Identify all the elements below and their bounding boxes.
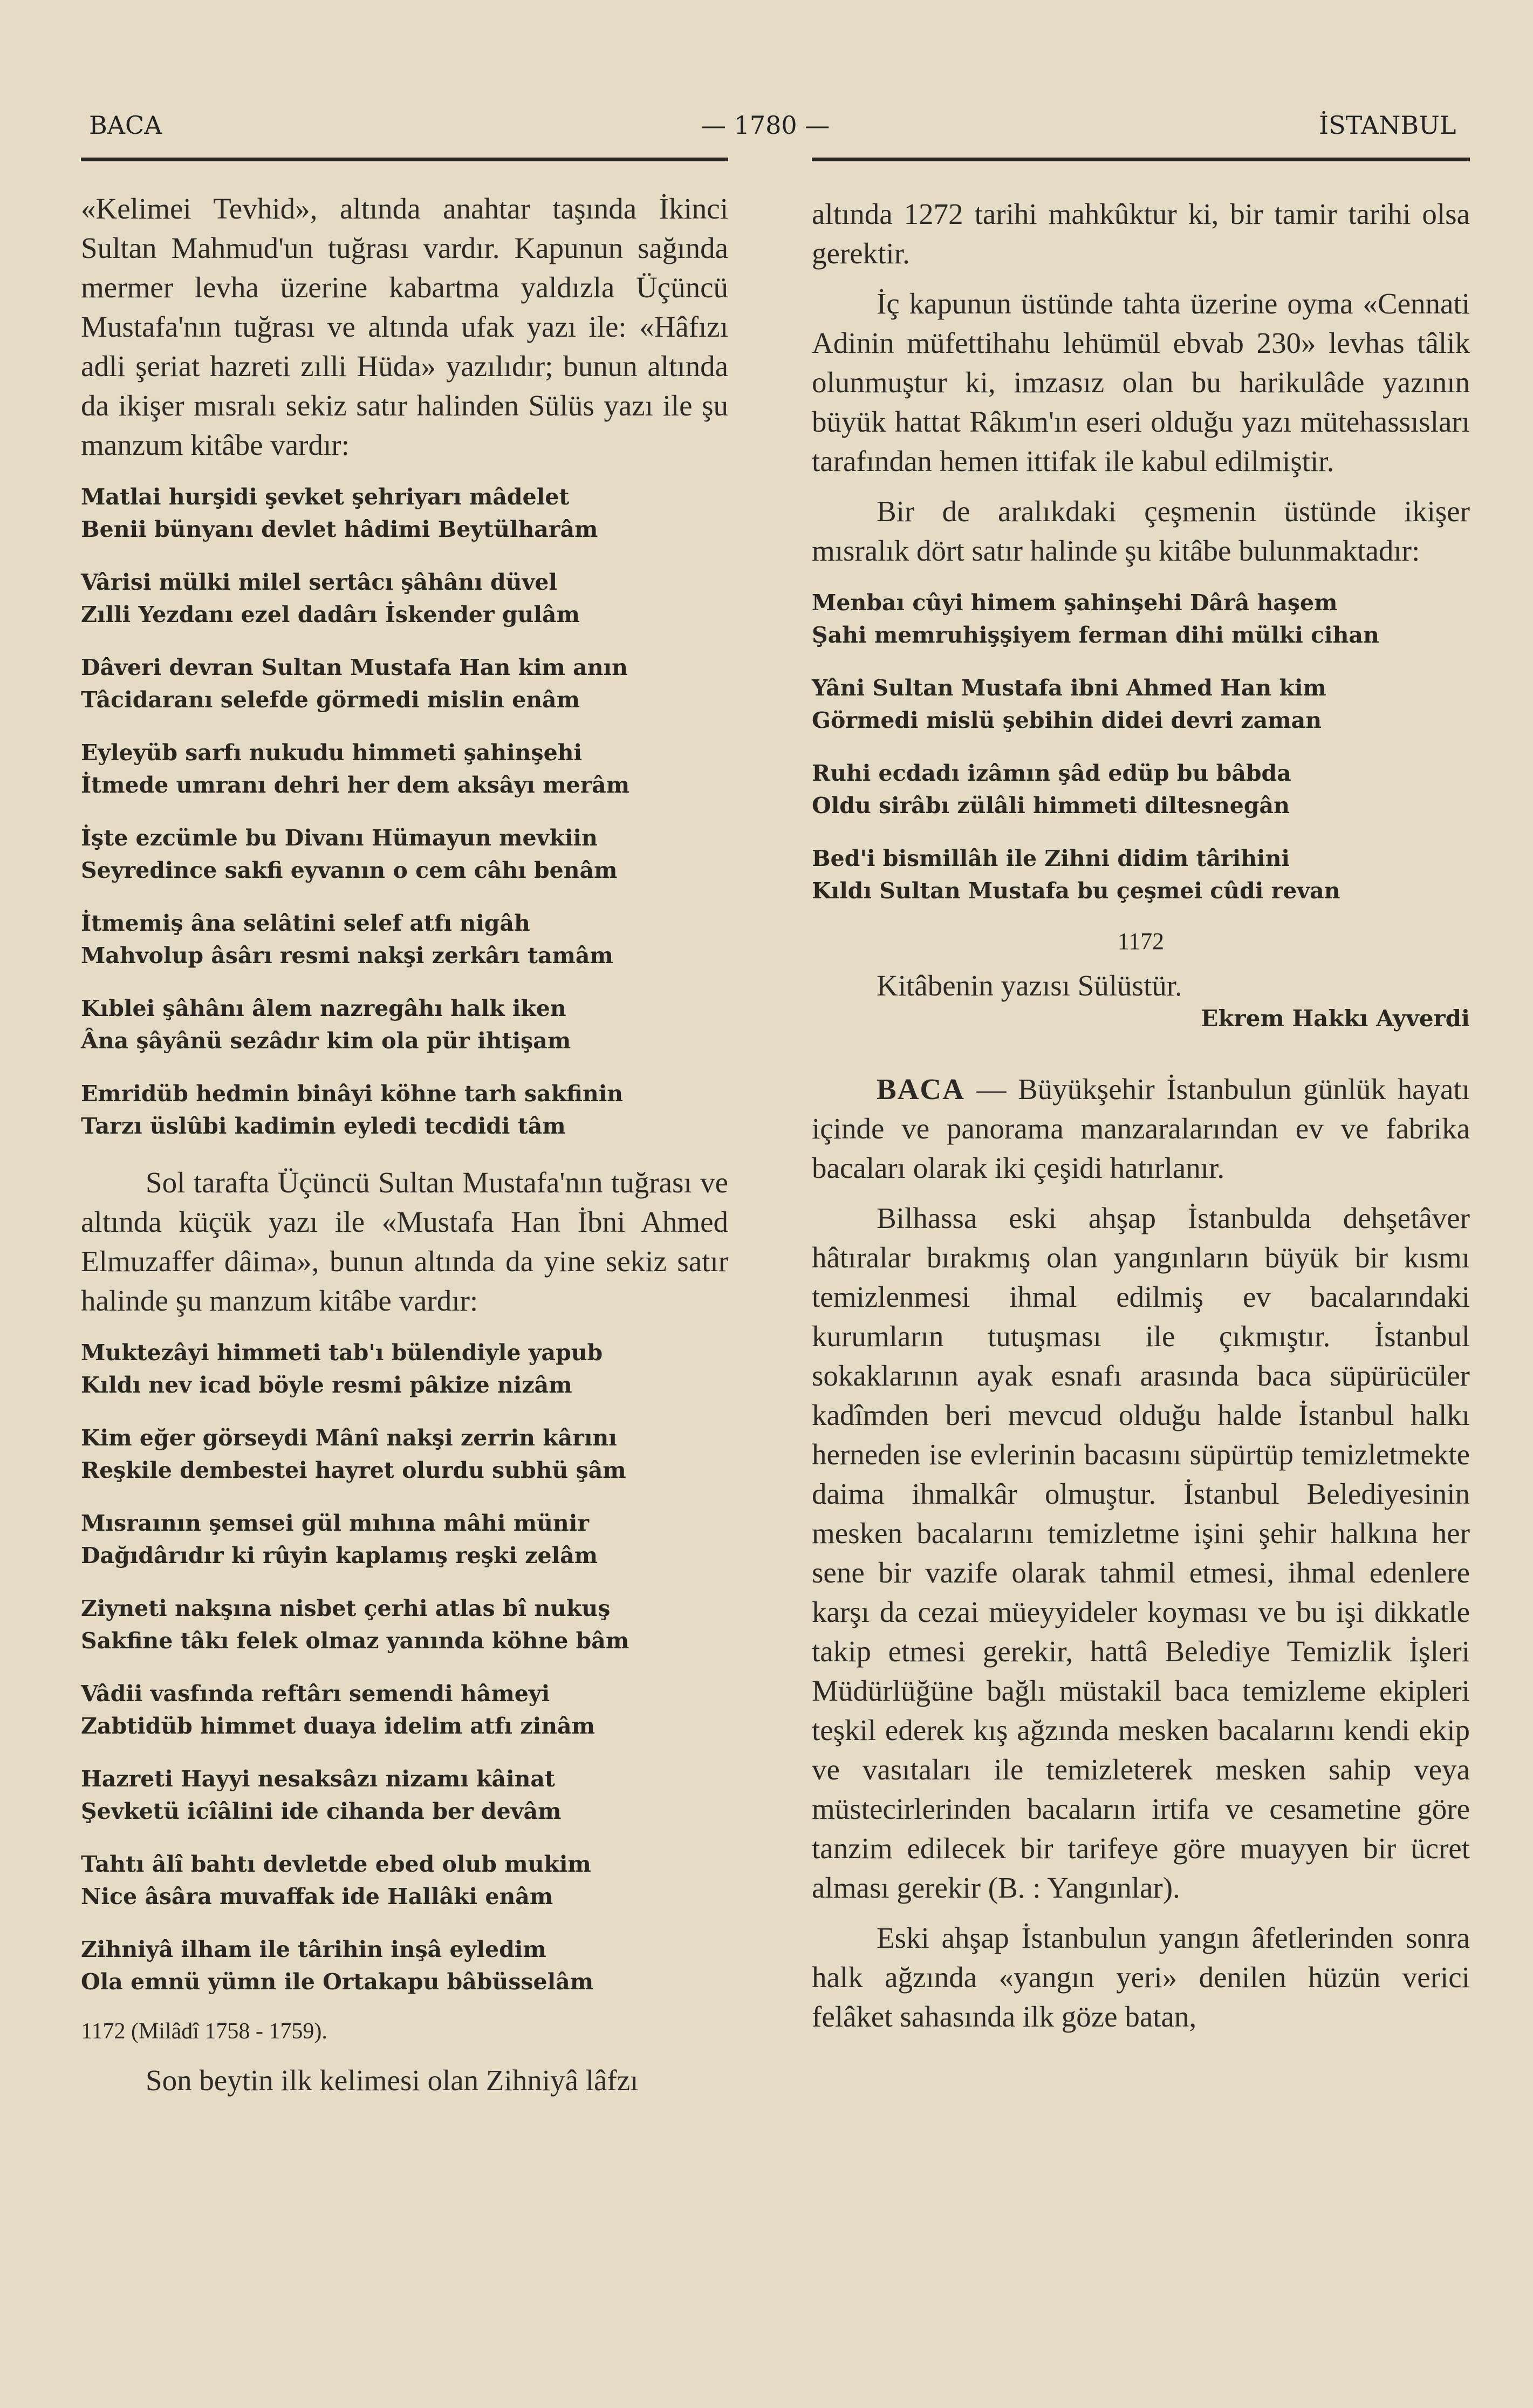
verse-couplet (81, 822, 728, 886)
verse-line: Ola emnü yümn ile Ortakapu bâbüsselâm (81, 1969, 594, 1995)
verse-line: Zihniyâ ilham ile târihin inşâ eyledim (81, 1936, 546, 1962)
verse-line: Ruhi ecdadı izâmın şâd edüp bu bâbda (812, 760, 1291, 786)
fountain-inscription-poem (812, 586, 1470, 907)
verse-couplet (81, 1848, 728, 1913)
middle-paragraph: Sol tarafta Üçüncü Sultan Mustafa'nın tuğrası ve altında küçük yazı ile «Mustafa Han İbni Ahmed Elmuzaffer dâima», bunun altında da yine sekiz satır halinde şu manzum kitâbe vardır: (81, 1166, 728, 1317)
right-column (812, 178, 1470, 2036)
header-section-title: İSTANBUL (1319, 111, 1456, 140)
verse-line: Görmedi mislü şebihin didei devri zaman (812, 707, 1322, 733)
paragraph-fountain: Bir de aralıkdaki çeşmenin üstünde ikişer mısralık dört satır halinde şu kitâbe bulunmaktadır: (812, 495, 1470, 567)
verse-line: Vâdii vasfında reftârı semendi hâmeyi (81, 1681, 550, 1707)
verse-line: Ziyneti nakşına nisbet çerhi atlas bî nukuş (81, 1595, 611, 1621)
verse-line: Âna şâyânü sezâdır kim ola pür ihtişam (81, 1028, 571, 1054)
verse-couplet (812, 586, 1470, 651)
verse-couplet (81, 1763, 728, 1827)
verse-line: Mısraının şemsei gül mıhına mâhi münir (81, 1510, 589, 1536)
verse-line: Dağıdârıdır ki rûyin kaplamış reşki zelâm (81, 1543, 598, 1568)
intro-paragraph: «Kelimei Tevhid», altında anahtar taşında İkinci Sultan Mahmud'un tuğrası vardır. Kapunun sağında mermer levha üzerine kabartma yaldızla Üçüncü Mustafa'nın tuğrası ve altında ufak yazı ile: «Hâfızı adli şeriat hazreti zılli Hüda» yazılıdır; bunun altında da ikişer mısralı sekiz satır halinden Sülüs yazı ile şu manzum kitâbe vardır: (81, 192, 728, 461)
paragraph-chimney-fires: Bilhassa eski ahşap İstanbulda dehşetâver hâtıralar bırakmış olan yangınların büyük bir kısmı temizlenmesi ihmal edilmiş ev bacalarındaki kurumların tutuşması ile çıkmıştır. İstanbul sokaklarının ayak esnafı arasında baca süpürücüler kadîmden beri mevcud olduğu halde İstanbul halkı herneden ise evlerinin bacasını süpürtüp temizletmekte daima ihmalkâr olmuştur. İstanbul Belediyesinin mesken bacalarını temizletme işini şehir halkına her sene bir vazife olarak tahmil etmesi, ihmal edenlere karşı da cezai müeyyideler koyması ve bu işi dikkatle takip etmesi gerekir, hattâ Belediye Temizlik İşleri Müdürlüğüne bağlı müstakil baca temizleme ekipleri teşkil ederek kış ağzında mesken bacalarını kendi ekip ve vasıtaları ile temizleterek mesken sahip veya müstecirlerinden bacaların irtifa ve cesametine göre tanzim edilecek bir tarifeye göre muayyen bir ücret alması gerekir (B. : Yangınlar). (812, 1202, 1470, 1904)
verse-line: Kıblei şâhânı âlem nazregâhı halk iken (81, 995, 566, 1021)
verse-line: Kıldı nev icad böyle resmi pâkize nizâm (81, 1372, 572, 1398)
verse-line: Benii bünyanı devlet hâdimi Beytülharâm (81, 516, 598, 542)
verse-line: Tahtı âlî bahtı devletde ebed olub mukim (81, 1851, 591, 1877)
verse-line: Zılli Yezdanı ezel dadârı İskender gulâm (81, 602, 580, 627)
inscription-poem-1 (81, 481, 728, 1142)
entry-intro-text: — Büyükşehir İstanbulun günlük hayatı içinde ve panorama manzaralarından ev ve fabrika bacaları olarak iki çeşidi hatırlanır. (812, 1073, 1470, 1184)
verse-line: Menbaı cûyi himem şahinşehi Dârâ haşem (812, 590, 1338, 616)
verse-couplet (81, 736, 728, 801)
verse-line: Bed'i bismillâh ile Zihni didim târihini (812, 845, 1290, 871)
fountain-date: 1172 (1117, 928, 1165, 954)
verse-line: Oldu sirâbı zülâli himmeti diltesnegân (812, 793, 1290, 818)
inscription-date: 1172 (Milâdî 1758 - 1759). (81, 2019, 327, 2044)
verse-couplet (81, 1592, 728, 1657)
verse-line: Seyredince sakfi eyvanın o cem câhı benâm (81, 857, 618, 883)
verse-line: Dâveri devran Sultan Mustafa Han kim anın (81, 654, 628, 680)
verse-couplet (81, 1422, 728, 1486)
verse-line: Şevketü icîâlini ide cihanda ber devâm (81, 1798, 562, 1824)
verse-line: Kıldı Sultan Mustafa bu çeşmei cûdi revan (812, 878, 1340, 904)
verse-couplet (812, 672, 1470, 736)
verse-line: Eyleyüb sarfı nukudu himmeti şahinşehi (81, 740, 583, 766)
entry-baca-intro (812, 1069, 1470, 1188)
author-signature: Ekrem Hakkı Ayverdi (1201, 1005, 1470, 1032)
verse-line: Tâcidaranı selefde görmedi mislin enâm (81, 687, 580, 713)
verse-line: Zabtidüb himmet duaya idelim atfı zinâm (81, 1713, 595, 1739)
verse-couplet (81, 1677, 728, 1742)
verse-couplet (81, 481, 728, 545)
header-rule-right (812, 158, 1470, 161)
page-number: — 1780 — (701, 111, 830, 140)
header-entry-word: BACA (89, 111, 162, 140)
verse-couplet (81, 992, 728, 1057)
verse-line: Yâni Sultan Mustafa ibni Ahmed Han kim (812, 675, 1326, 701)
verse-couplet (81, 1077, 728, 1142)
verse-line: Emridüb hedmin binâyi köhne tarh sakfinin (81, 1081, 624, 1107)
script-note: Kitâbenin yazısı Sülüstür. (877, 969, 1182, 1002)
verse-line: Muktezâyi himmeti tab'ı bülendiyle yapub (81, 1340, 603, 1366)
verse-line: İtmemiş âna selâtini selef atfı nigâh (81, 910, 530, 936)
verse-line: Vârisi mülki milel sertâcı şâhânı düvel (81, 569, 557, 595)
verse-couplet (81, 1507, 728, 1572)
paragraph-repair-date: altında 1272 tarihi mahkûktur ki, bir tamir tarihi olsa gerektir. (812, 197, 1470, 270)
closing-paragraph: Son beytin ilk kelimesi olan Zihniyâ lâfzı (146, 2064, 639, 2097)
verse-line: Tarzı üslûbi kadimin eyledi tecdidi tâm (81, 1113, 566, 1139)
verse-line: Mahvolup âsârı resmi nakşi zerkârı tamâm (81, 943, 613, 968)
verse-line: Nice âsâra muvaffak ide Hallâki enâm (81, 1884, 553, 1909)
verse-couplet (81, 1336, 728, 1401)
verse-couplet (81, 651, 728, 716)
header-rule-left (81, 158, 728, 161)
verse-line: İtmede umranı dehri her dem aksâyı merâm (81, 772, 630, 798)
inscription-poem-2 (81, 1336, 728, 1998)
verse-line: Reşkile dembestei hayret olurdu subhü şâm (81, 1457, 626, 1483)
verse-couplet (81, 1933, 728, 1998)
verse-line: Matlai hurşidi şevket şehriyarı mâdelet (81, 484, 570, 510)
verse-couplet (812, 842, 1470, 907)
entry-heading: BACA (877, 1073, 965, 1106)
verse-line: Şahi memruhişşiyem ferman dihi mülki cihan (812, 622, 1379, 648)
verse-line: Sakfine tâkı felek olmaz yanında köhne bâm (81, 1628, 629, 1654)
verse-line: Kim eğer görseydi Mânî nakşi zerrin kârını (81, 1425, 617, 1451)
paragraph-inner-gate: İç kapunun üstünde tahta üzerine oyma «Cennati Adinin müfettihahu lehümül ebvab 230» levhas tâlik olunmuştur ki, imzasız olan bu harikulâde yazının büyük hattat Râkım'ın eseri olduğu yazı mütehassısları tarafından hemen ittifak ile kabul edilmiştir. (812, 287, 1470, 477)
left-column (81, 178, 728, 2100)
verse-line: İşte ezcümle bu Divanı Hümayun mevkiin (81, 825, 598, 851)
verse-couplet (81, 566, 728, 631)
paragraph-fire-ruins: Eski ahşap İstanbulun yangın âfetlerinden sonra halk ağzında «yangın yeri» denilen hüzün verici felâket sahasında ilk göze batan, (812, 1921, 1470, 2033)
verse-couplet (81, 907, 728, 972)
verse-line: Hazreti Hayyi nesaksâzı nizamı kâinat (81, 1766, 555, 1792)
verse-couplet (812, 757, 1470, 822)
